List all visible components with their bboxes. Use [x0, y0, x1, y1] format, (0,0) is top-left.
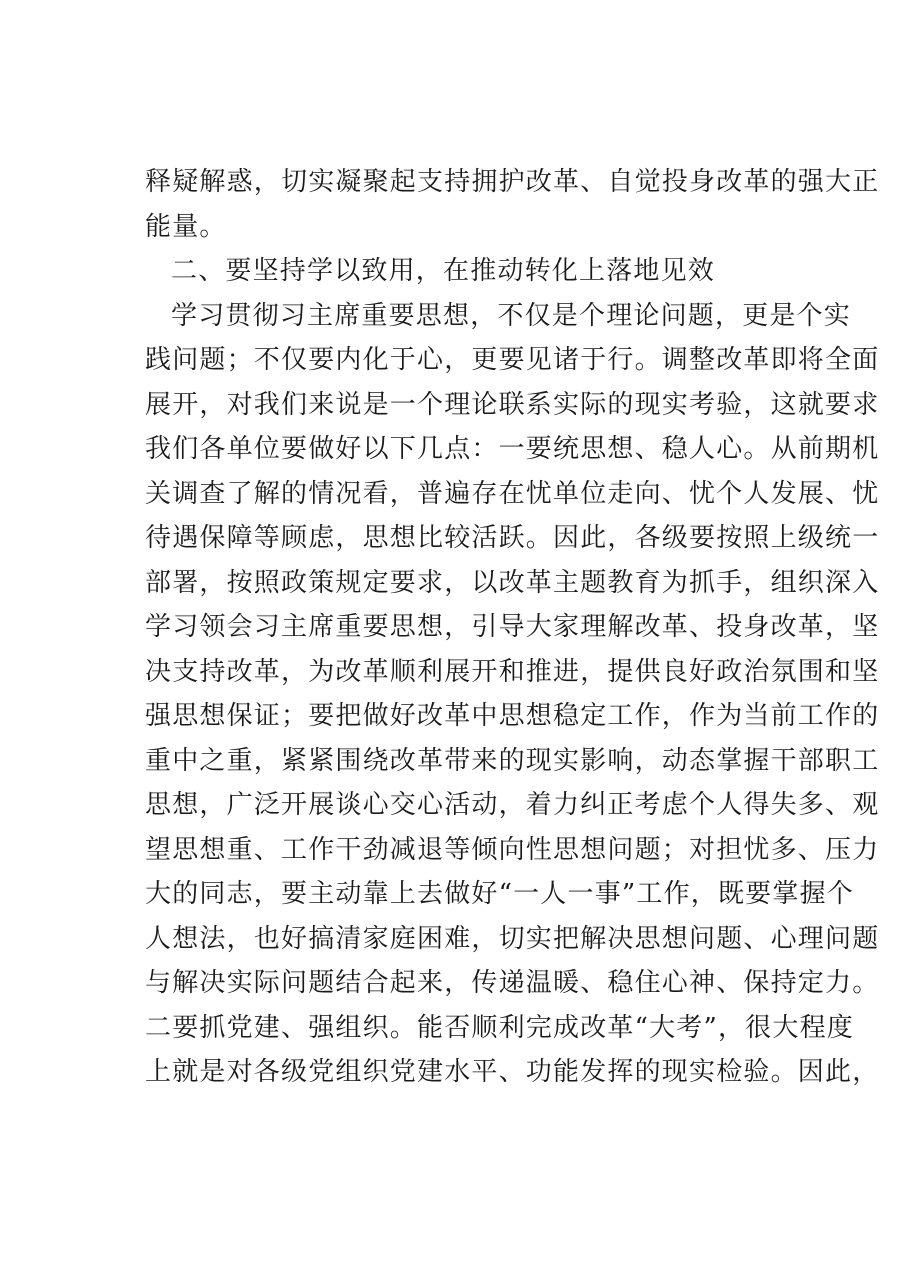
paragraph-line: 重中之重，紧紧围绕改革带来的现实影响，动态掌握干部职工	[145, 745, 880, 776]
section-heading: 二、要坚持学以致用，在推动转化上落地见效	[171, 256, 716, 286]
paragraph-line: 能量。	[145, 211, 227, 242]
paragraph-line: 思想，广泛开展谈心交心活动，着力纠正考虑个人得失多、观	[145, 790, 880, 820]
paragraph-line: 践问题；不仅要内化于心，更要见诸于行。调整改革即将全面	[145, 345, 880, 375]
paragraph-line: 二要抓党建、强组织。能否顺利完成改革“大考”，很大程度	[145, 1012, 854, 1043]
paragraph-line: 部署，按照政策规定要求，以改革主题教育为抓手，组织深入	[145, 567, 880, 598]
paragraph-line: 与解决实际问题结合起来，传递温暖、稳住心神、保持定力。	[145, 968, 880, 998]
paragraph-line: 待遇保障等顾虑，思想比较活跃。因此，各级要按照上级统一	[145, 523, 880, 553]
paragraph-line: 学习贯彻习主席重要思想，不仅是个理论问题，更是个实	[171, 300, 852, 331]
paragraph-line: 学习领会习主席重要思想，引导大家理解改革、投身改革，坚	[145, 612, 880, 642]
document-body	[145, 160, 880, 1095]
paragraph-line: 我们各单位要做好以下几点：一要统思想、稳人心。从前期机	[145, 434, 880, 464]
paragraph-line: 强思想保证；要把做好改革中思想稳定工作，作为当前工作的	[145, 701, 880, 731]
paragraph-line: 大的同志，要主动靠上去做好“一人一事”工作，既要掌握个	[145, 879, 854, 909]
paragraph-line: 释疑解惑，切实凝聚起支持拥护改革、自觉投身改革的强大正	[145, 167, 880, 197]
paragraph-line: 展开，对我们来说是一个理论联系实际的现实考验，这就要求	[145, 389, 880, 420]
paragraph-line: 望思想重、工作干劲减退等倾向性思想问题；对担忧多、压力	[145, 834, 880, 865]
paragraph-line: 决支持改革，为改革顺利展开和推进，提供良好政治氛围和坚	[145, 656, 880, 687]
paragraph-line: 关调查了解的情况看，普遍存在忧单位走向、忧个人发展、忧	[145, 478, 880, 509]
paragraph-line: 上就是对各级党组织党建水平、功能发挥的现实检验。因此，	[145, 1057, 880, 1087]
paragraph-line: 人想法，也好搞清家庭困难，切实把解决思想问题、心理问题	[145, 923, 880, 954]
